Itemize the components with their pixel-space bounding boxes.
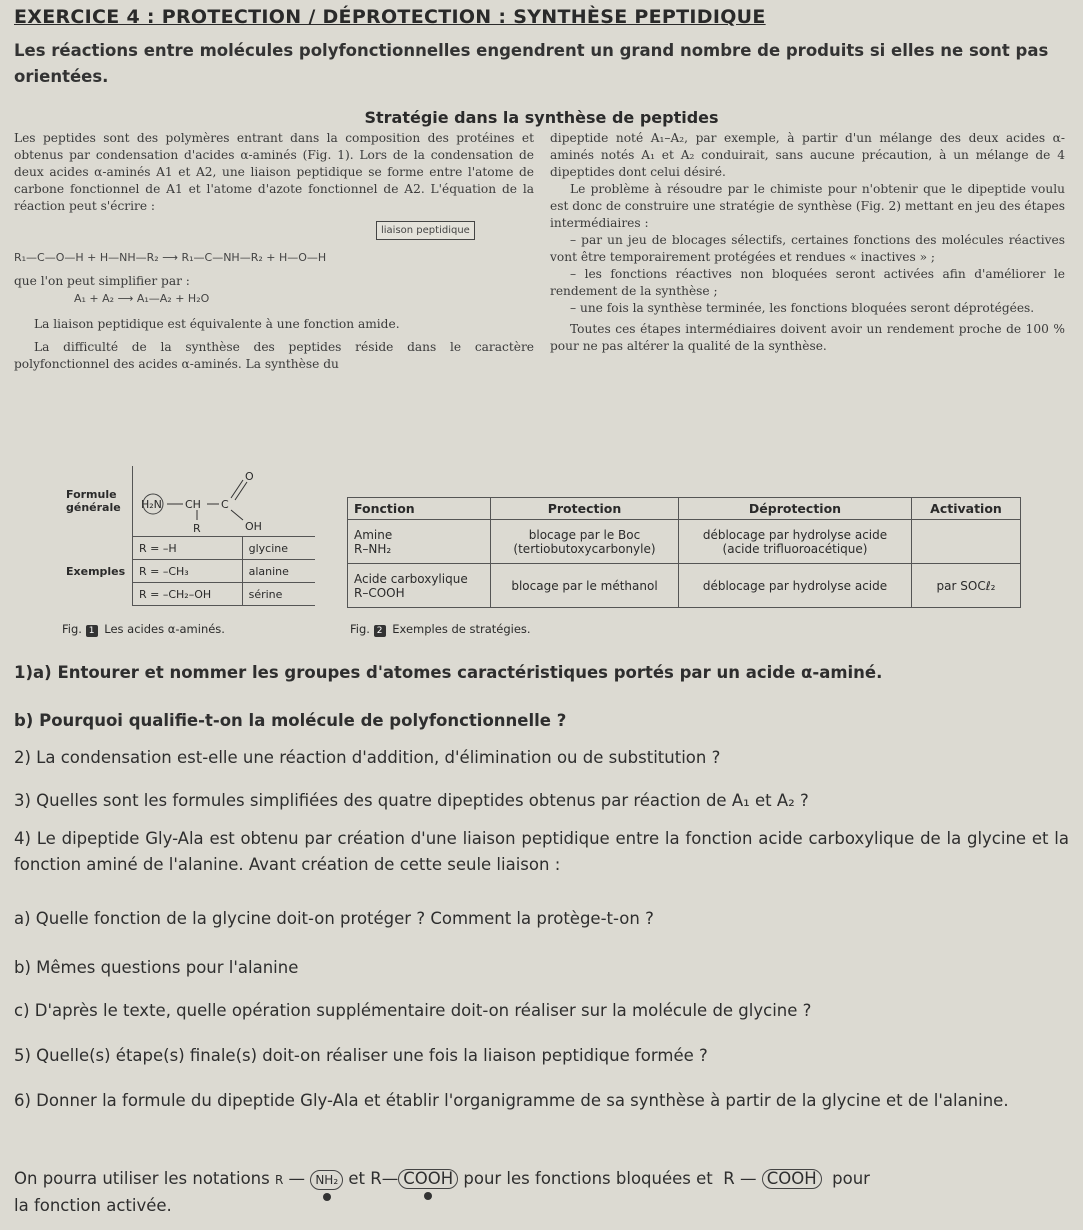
note-cooh2: COOH [766, 1169, 817, 1188]
example-r: R = –CH₃ [133, 560, 243, 583]
blocked-dot-icon [323, 1193, 331, 1201]
example-name: sérine [242, 583, 315, 606]
left-paragraph-2: La liaison peptidique est équivalente à une fonction amide. [34, 317, 400, 331]
formula-o: O [245, 470, 254, 483]
fonction-name: Amine [354, 527, 393, 542]
fig1-caption-num: 1 [86, 625, 98, 637]
notation-note: On pourra utiliser les notations R — NH₂ et R— COOH pour les fonctions bloquées et R — COOH pour la fonction activée. [14, 1166, 1069, 1219]
fig1-caption [62, 622, 225, 637]
header-activation: Activation [912, 498, 1021, 520]
note-nh2-circled [310, 1170, 343, 1190]
simplify-text: que l'on peut simplifier par : [14, 274, 190, 288]
example-r: R = –CH₂–OH [133, 583, 243, 606]
fonction-formula: R–NH₂ [354, 541, 392, 556]
formula-oh: OH [245, 520, 262, 533]
question-1b: b) Pourquoi qualifie-t-on la molécule de polyfonctionnelle ? [14, 711, 567, 730]
question-3: 3) Quelles sont les formules simplifiées des quatre dipeptides obtenus par réaction de A₁ et A₂ ? [14, 791, 809, 810]
examples-label: Exemples [60, 537, 133, 606]
note-r2: R [723, 1169, 735, 1188]
equation-1: R₁—C—O—H + H—NH—R₂ ⟶ R₁—C—NH—R₂ + H—O—H [14, 251, 327, 264]
fig2-caption-num: 2 [374, 625, 386, 637]
formula-c: C [221, 498, 229, 511]
cell-activation: par SOCℓ₂ [912, 564, 1021, 608]
example-name: alanine [242, 560, 315, 583]
question-4c: c) D'après le texte, quelle opération supplémentaire doit-on réaliser sur la molécule de glycine ? [14, 1001, 812, 1020]
right-bullet-3: – une fois la synthèse terminée, les fonctions bloquées seront déprotégées. [570, 301, 1035, 315]
example-name: glycine [242, 537, 315, 560]
formula-ch: CH [185, 498, 201, 511]
fig2-table [347, 497, 1021, 608]
right-paragraph-1: dipeptide noté A₁–A₂, par exemple, à partir d'un mélange des deux acides α-aminés notés A₁ et A₂ conduirait, sans aucune précaution, à un mélange de 4 dipeptides dont celui désiré. [550, 131, 1065, 179]
formula-diagram [139, 466, 319, 536]
left-paragraph-3: La difficulté de la synthèse des peptides réside dans le caractère polyfonctionnel des acides α-aminés. La synthèse du [14, 340, 534, 371]
note-text-3: pour [832, 1169, 870, 1188]
intro-text: Les réactions entre molécules polyfonctionnelles engendrent un grand nombre de produits si elles ne sont pas orientées. [14, 41, 1049, 86]
left-paragraph-1: Les peptides sont des polymères entrant dans la composition des protéines et obtenus par condensation d'acides α-aminés (Fig. 1). Lors de la condensation de deux acides α-aminés A1 et A2, une liaison peptidique se forme entre l'atome de carbone fonctionnel de A1 et l'atome d'azote fonctionnel de A2. L'équation de la réaction peut s'écrire : [14, 131, 534, 213]
table-row [348, 520, 1021, 564]
question-6: 6) Donner la formule du dipeptide Gly-Ala et établir l'organigramme de sa synthèse à partir de la glycine et de l'alanine. [14, 1091, 1009, 1110]
note-text-2: pour les fonctions bloquées et [463, 1169, 713, 1188]
table-row [60, 537, 315, 560]
article-right-column [550, 130, 1065, 355]
fig2-caption [350, 622, 531, 637]
cell-fonction [348, 564, 491, 608]
equation-1-block [14, 221, 534, 273]
general-formula [133, 466, 316, 537]
equation-2: A₁ + A₂ ⟶ A₁—A₂ + H₂O [74, 292, 210, 305]
question-4: 4) Le dipeptide Gly-Ala est obtenu par création d'une liaison peptidique entre la fonction acide carboxylique de la glycine et la fonction aminé de l'alanine. Avant création de cette seule liaison : [14, 829, 1069, 874]
cell-protection: blocage par le méthanol [491, 564, 679, 608]
fonction-name: Acide carboxylique [354, 571, 468, 586]
article-subtitle: Stratégie dans la synthèse de peptides [364, 108, 719, 127]
note-text-1: On pourra utiliser les notations [14, 1169, 270, 1188]
right-bullet-2: – les fonctions réactives non bloquées seront activées afin d'améliorer le rendement de la synthèse ; [550, 267, 1065, 298]
question-5: 5) Quelle(s) étape(s) finale(s) doit-on réaliser une fois la liaison peptidique formée ? [14, 1046, 708, 1065]
fig2-caption-prefix: Fig. [350, 622, 370, 636]
table-row [348, 564, 1021, 608]
header-protection: Protection [491, 498, 679, 520]
right-paragraph-3: Toutes ces étapes intermédiaires doivent avoir un rendement proche de 100 % pour ne pas altérer la qualité de la synthèse. [550, 322, 1065, 353]
fig1-table [60, 466, 315, 606]
article-left-column [14, 130, 534, 373]
example-r: R = –H [133, 537, 243, 560]
cell-deprotection: déblocage par hydrolyse acide [679, 564, 912, 608]
note-nh2: NH₂ [315, 1173, 339, 1187]
general-formula-label: Formule générale [66, 488, 121, 515]
cell-activation [912, 520, 1021, 564]
fonction-formula: R–COOH [354, 585, 405, 600]
formula-h2n: H₂N [141, 498, 162, 511]
note-cooh: COOH [403, 1169, 454, 1188]
question-1a: 1)a) Entourer et nommer les groupes d'atomes caractéristiques portés par un acide α-aminé. [14, 663, 883, 682]
question-2: 2) La condensation est-elle une réaction d'addition, d'élimination ou de substitution ? [14, 748, 721, 767]
fig1-caption-text: Les acides α-aminés. [104, 622, 225, 636]
note-and: et R [348, 1169, 382, 1188]
note-cooh-circled [398, 1169, 458, 1189]
header-deprotection: Déprotection [679, 498, 912, 520]
cell-deprotection: déblocage par hydrolyse acide (acide trifluoroacétique) [679, 520, 912, 564]
note-cooh2-circled [762, 1169, 822, 1189]
note-r1: R [274, 1173, 284, 1187]
cell-fonction [348, 520, 491, 564]
header-fonction: Fonction [348, 498, 491, 520]
question-4b: b) Mêmes questions pour l'alanine [14, 958, 299, 977]
right-paragraph-2: Le problème à résoudre par le chimiste pour n'obtenir que le dipeptide voulu est donc de construire une stratégie de synthèse (Fig. 2) mettant en jeu des étapes intermédiaires : [550, 182, 1065, 230]
note-text-4: la fonction activée. [14, 1196, 172, 1215]
cell-protection: blocage par le Boc (tertiobutoxycarbonyle) [491, 520, 679, 564]
liaison-label: liaison peptidique [376, 221, 475, 240]
fig1-caption-prefix: Fig. [62, 622, 82, 636]
question-4a: a) Quelle fonction de la glycine doit-on protéger ? Comment la protège-t-on ? [14, 909, 654, 928]
table-header-row [348, 498, 1021, 520]
right-bullet-1: – par un jeu de blocages sélectifs, certaines fonctions des molécules réactives vont être temporairement protégées et rendues « inactives » ; [550, 233, 1065, 264]
exercise-title: EXERCICE 4 : PROTECTION / DÉPROTECTION : SYNTHÈSE PEPTIDIQUE [14, 6, 766, 28]
formula-r: R [193, 522, 201, 535]
fig2-caption-text: Exemples de stratégies. [392, 622, 531, 636]
